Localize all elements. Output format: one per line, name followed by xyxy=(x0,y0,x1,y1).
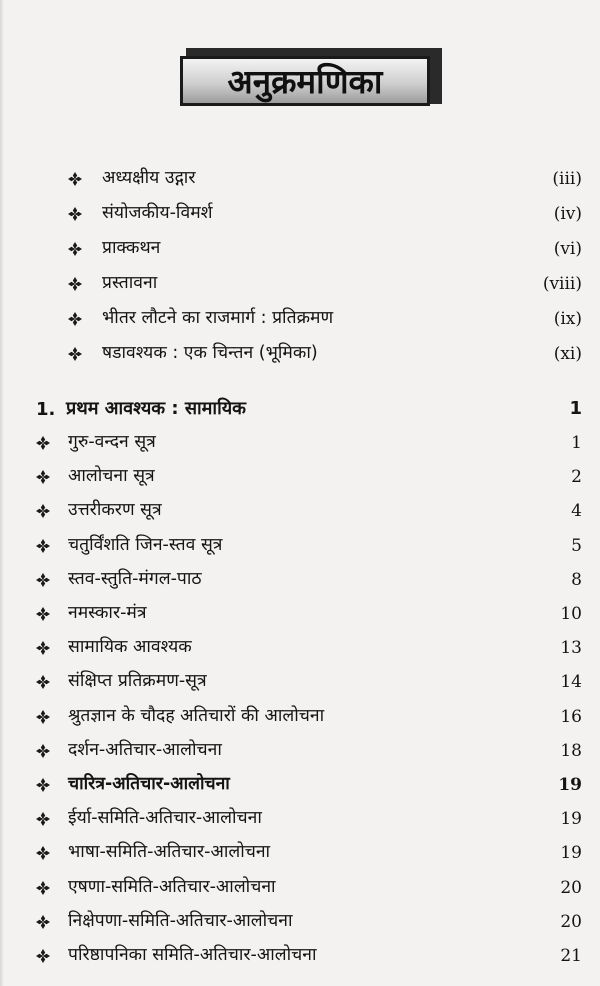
toc-entry-page-number: 19 xyxy=(560,808,582,829)
toc-entry-page-number: 10 xyxy=(560,603,582,624)
toc-entry xyxy=(0,597,582,631)
toc-entry-title: एषणा-समिति-अतिचार-आलोचना xyxy=(68,877,276,898)
toc-entry-title: चतुर्विंशति जिन-स्तव सूत्र xyxy=(68,535,223,556)
title-banner xyxy=(180,52,442,110)
toc-entry-page-number: 2 xyxy=(571,466,582,487)
four-diamond-bullet-icon xyxy=(68,312,82,326)
toc-entry-page-number: (vi) xyxy=(553,238,582,259)
toc-entry-title: सामायिक आवश्यक xyxy=(68,637,192,658)
toc-entry-title: श्रुतज्ञान के चौदह अतिचारों की आलोचना xyxy=(68,706,325,727)
four-diamond-bullet-icon xyxy=(36,436,50,450)
toc-entry xyxy=(0,905,582,939)
chapter-page-number: 1 xyxy=(569,398,582,419)
four-diamond-bullet-icon xyxy=(68,172,82,186)
toc-entry-page-number: 19 xyxy=(558,774,582,795)
four-diamond-bullet-icon xyxy=(36,641,50,655)
toc-entry-title: दर्शन-अतिचार-आलोचना xyxy=(68,740,222,761)
toc-entry-title: स्तव-स्तुति-मंगल-पाठ xyxy=(68,569,202,590)
toc-entry-title: उत्तरीकरण सूत्र xyxy=(68,500,162,521)
toc-entry-title: भाषा-समिति-अतिचार-आलोचना xyxy=(68,842,271,863)
toc-entry-page-number: 19 xyxy=(560,842,582,863)
toc-entry-title: निक्षेपणा-समिति-अतिचार-आलोचना xyxy=(68,911,293,932)
toc-entry xyxy=(0,267,582,301)
toc-entry-title: षडावश्यक : एक चिन्तन (भूमिका) xyxy=(102,343,318,364)
toc-entry-page-number: 5 xyxy=(571,535,582,556)
toc-entry xyxy=(0,802,582,836)
toc-entry-title: आलोचना सूत्र xyxy=(68,466,155,487)
toc-entry xyxy=(0,665,582,699)
toc-entry xyxy=(0,494,582,528)
four-diamond-bullet-icon xyxy=(68,242,82,256)
toc-entry-page-number: (iii) xyxy=(552,168,582,189)
toc-entry xyxy=(0,302,582,336)
four-diamond-bullet-icon xyxy=(36,812,50,826)
toc-entry-title: भीतर लौटने का राजमार्ग : प्रतिक्रमण xyxy=(102,308,334,329)
four-diamond-bullet-icon xyxy=(36,778,50,792)
toc-entry xyxy=(0,460,582,494)
four-diamond-bullet-icon xyxy=(36,710,50,724)
page-title: अनुक्रमणिका xyxy=(227,61,383,101)
toc-entry-title: चारित्र-अतिचार-आलोचना xyxy=(68,774,230,795)
toc-entry-page-number: 20 xyxy=(560,877,582,898)
four-diamond-bullet-icon xyxy=(68,347,82,361)
toc-entry-page-number: 18 xyxy=(560,740,582,761)
toc-entry xyxy=(0,426,582,460)
toc-entry xyxy=(0,232,582,266)
four-diamond-bullet-icon xyxy=(36,470,50,484)
toc-entry-page-number: (viii) xyxy=(542,273,582,294)
toc-entry xyxy=(0,836,582,870)
four-diamond-bullet-icon xyxy=(36,744,50,758)
toc-entry-title: संयोजकीय-विमर्श xyxy=(102,203,213,224)
toc-entry-page-number: (xi) xyxy=(553,343,582,364)
four-diamond-bullet-icon xyxy=(36,504,50,518)
four-diamond-bullet-icon xyxy=(36,573,50,587)
toc-entry-page-number: 8 xyxy=(571,569,582,590)
toc-entry-title: संक्षिप्त प्रतिक्रमण-सूत्र xyxy=(68,671,207,692)
toc-entry xyxy=(0,631,582,665)
four-diamond-bullet-icon xyxy=(68,277,82,291)
toc-entry-title: ईर्या-समिति-अतिचार-आलोचना xyxy=(68,808,262,829)
toc-entry xyxy=(0,871,582,905)
toc-entry-title: प्रस्तावना xyxy=(102,273,158,294)
toc-entry xyxy=(0,734,582,768)
toc-entry-page-number: 16 xyxy=(560,706,582,727)
toc-entry-page-number: 4 xyxy=(571,500,582,521)
toc-entry xyxy=(0,563,582,597)
chapter-heading xyxy=(0,392,582,426)
toc-entry-page-number: 1 xyxy=(571,432,582,453)
toc-entry-page-number: 13 xyxy=(560,637,582,658)
title-box xyxy=(180,56,430,106)
four-diamond-bullet-icon xyxy=(36,915,50,929)
four-diamond-bullet-icon xyxy=(68,207,82,221)
toc-entry xyxy=(0,939,582,973)
toc-entry-title: अध्यक्षीय उद्गार xyxy=(102,168,196,189)
toc-entry-page-number: (iv) xyxy=(553,203,582,224)
toc-entry-title: परिष्ठापनिका समिति-अतिचार-आलोचना xyxy=(68,945,317,966)
toc-entry-page-number: (ix) xyxy=(553,308,582,329)
toc-entry xyxy=(0,768,582,802)
toc-entry-title: गुरु-वन्दन सूत्र xyxy=(68,432,156,453)
four-diamond-bullet-icon xyxy=(36,675,50,689)
toc-entry-page-number: 21 xyxy=(560,945,582,966)
toc-entry xyxy=(0,162,582,196)
chapter-title: प्रथम आवश्यक : सामायिक xyxy=(66,398,247,419)
chapter-number: 1. xyxy=(36,398,56,420)
toc-entry xyxy=(0,529,582,563)
toc-entry xyxy=(0,337,582,371)
four-diamond-bullet-icon xyxy=(36,949,50,963)
toc-entry-title: प्राक्कथन xyxy=(102,238,161,259)
four-diamond-bullet-icon xyxy=(36,539,50,553)
four-diamond-bullet-icon xyxy=(36,881,50,895)
four-diamond-bullet-icon xyxy=(36,607,50,621)
toc-entry-page-number: 20 xyxy=(560,911,582,932)
toc-entry xyxy=(0,197,582,231)
toc-entry-title: नमस्कार-मंत्र xyxy=(68,603,147,624)
toc-entry xyxy=(0,700,582,734)
four-diamond-bullet-icon xyxy=(36,846,50,860)
toc-entry-page-number: 14 xyxy=(560,671,582,692)
